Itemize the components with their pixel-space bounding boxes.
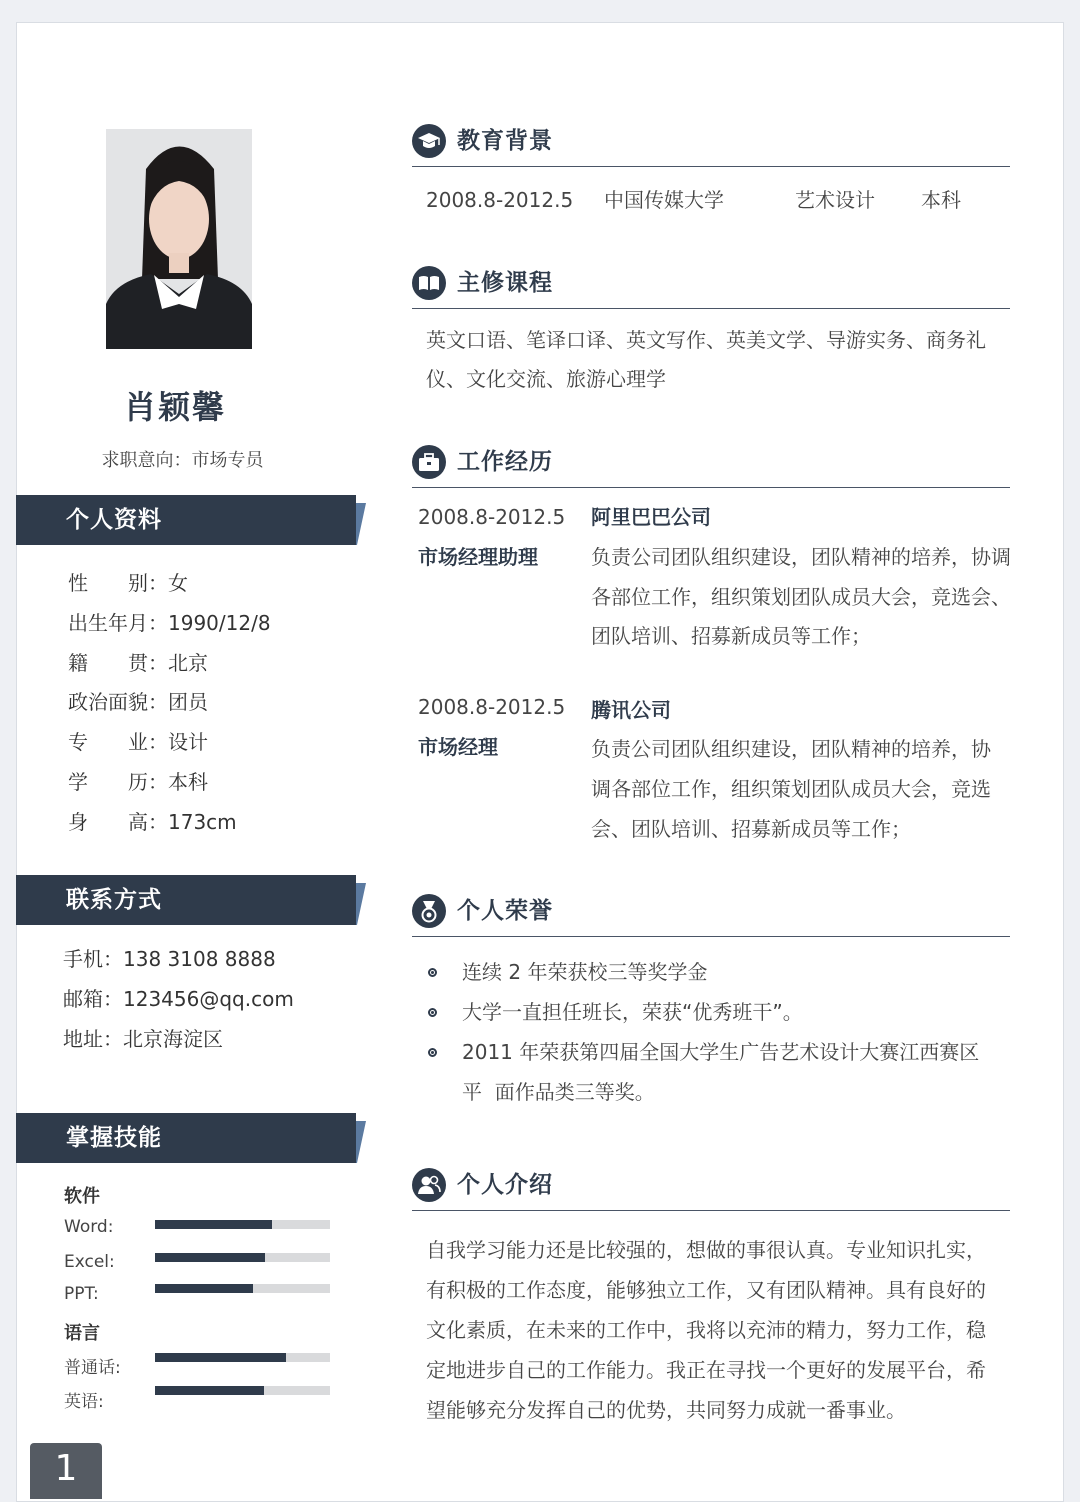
briefcase-icon bbox=[412, 445, 446, 479]
skill-label-mandarin: 普通话: bbox=[64, 1358, 121, 1378]
contact-address: 地址：北京海淀区 bbox=[63, 1027, 223, 1051]
section-courses bbox=[412, 262, 1010, 309]
candidate-name: 肖颖馨 bbox=[123, 388, 226, 426]
job-1-period: 2008.8-2012.5 bbox=[418, 505, 566, 529]
section-title-contact: 联系方式 bbox=[66, 887, 162, 913]
honor-item-3-continued: 平 面作品类三等奖。 bbox=[462, 1080, 655, 1104]
skill-fill-word bbox=[155, 1220, 272, 1229]
job-2-company: 腾讯公司 bbox=[591, 698, 671, 722]
intro-line-3: 文化素质，在未来的工作中，我将以充沛的精力，努力工作，稳 bbox=[426, 1318, 986, 1342]
page-number-badge[interactable]: 1 bbox=[30, 1443, 102, 1499]
intro-line-2: 有积极的工作态度，能够独立工作，又有团队精神。具有良好的 bbox=[426, 1278, 986, 1302]
medal-icon bbox=[412, 894, 446, 928]
skill-bar-ppt bbox=[155, 1284, 330, 1293]
info-row-hometown: 籍 贯：北京 bbox=[68, 651, 208, 675]
info-row-education: 学 历：本科 bbox=[68, 770, 208, 794]
courses-line-2: 仪、文化交流、旅游心理学 bbox=[426, 367, 666, 391]
honor-bullet-1 bbox=[428, 968, 437, 977]
skill-fill-excel bbox=[155, 1253, 265, 1262]
job-1-desc-line-2: 各部位工作，组织策划团队成员大会，竞选会、 bbox=[591, 585, 1011, 609]
job-1-desc-line-1: 负责公司团队组织建设，团队精神的培养，协调 bbox=[591, 545, 1011, 569]
profile-photo bbox=[106, 129, 252, 349]
job-2-desc-line-2: 调各部位工作，组织策划团队成员大会，竞选 bbox=[591, 777, 991, 801]
skill-bar-mandarin bbox=[155, 1353, 330, 1362]
section-bar-skills bbox=[16, 1113, 366, 1163]
job-intent: 求职意向：市场专员 bbox=[101, 450, 264, 471]
honor-item-2: 大学一直担任班长，荣获“优秀班干”。 bbox=[462, 1000, 803, 1024]
skill-bar-english bbox=[155, 1386, 330, 1395]
section-title-education: 教育背景 bbox=[457, 128, 553, 154]
graduation-cap-icon bbox=[412, 124, 446, 158]
job-2-period: 2008.8-2012.5 bbox=[418, 695, 566, 719]
honor-bullet-2 bbox=[428, 1008, 437, 1017]
info-row-birth: 出生年月：1990/12/8 bbox=[68, 611, 271, 635]
section-intro bbox=[412, 1164, 1010, 1211]
contact-phone: 手机：138 3108 8888 bbox=[63, 947, 276, 971]
intro-line-5: 望能够充分发挥自己的优势，共同努力成就一番事业。 bbox=[426, 1398, 906, 1422]
info-row-major: 专 业：设计 bbox=[68, 730, 208, 754]
skill-fill-mandarin bbox=[155, 1353, 286, 1362]
skills-software-title: 软件 bbox=[64, 1186, 100, 1207]
skill-label-ppt-clip bbox=[64, 1284, 144, 1304]
honor-bullet-3 bbox=[428, 1048, 437, 1057]
skill-label-ppt: PPT: bbox=[64, 1284, 99, 1304]
section-bar-personal bbox=[16, 495, 366, 545]
intro-line-4: 定地进步自己的工作能力。我正在寻找一个更好的发展平台，希 bbox=[426, 1358, 986, 1382]
education-school: 中国传媒大学 bbox=[604, 188, 724, 212]
courses-line-1: 英文口语、笔译口译、英文写作、英美文学、导游实务、商务礼 bbox=[426, 328, 986, 352]
skill-label-english: 英语: bbox=[64, 1392, 104, 1412]
personal-info-list bbox=[60, 563, 320, 834]
info-row-political: 政治面貌：团员 bbox=[68, 690, 208, 714]
section-work bbox=[412, 441, 1010, 488]
education-major: 艺术设计 bbox=[795, 188, 875, 212]
skill-bar-word bbox=[155, 1220, 330, 1229]
job-2-desc-line-3: 会、团队培训、招募新成员等工作； bbox=[591, 817, 911, 841]
info-row-height: 身 高：173cm bbox=[68, 810, 237, 834]
section-title-courses: 主修课程 bbox=[457, 270, 553, 296]
section-title-honors: 个人荣誉 bbox=[457, 898, 553, 924]
skill-fill-ppt bbox=[155, 1284, 253, 1293]
section-bar-contact bbox=[16, 875, 366, 925]
education-period: 2008.8-2012.5 bbox=[426, 188, 574, 212]
section-honors bbox=[412, 890, 1010, 937]
people-icon bbox=[412, 1168, 446, 1202]
education-degree: 本科 bbox=[921, 188, 961, 212]
section-education bbox=[412, 120, 1010, 167]
job-1-company: 阿里巴巴公司 bbox=[591, 505, 711, 529]
honor-item-1: 连续 2 年荣获校三等奖学金 bbox=[462, 960, 708, 984]
open-book-icon bbox=[412, 266, 446, 300]
skill-label-word: Word: bbox=[64, 1217, 114, 1237]
section-title-personal: 个人资料 bbox=[66, 507, 162, 533]
section-title-skills: 掌握技能 bbox=[66, 1125, 162, 1151]
skills-language-title: 语言 bbox=[64, 1323, 100, 1344]
intro-line-1: 自我学习能力还是比较强的，想做的事很认真。专业知识扎实， bbox=[426, 1238, 986, 1262]
skill-label-excel: Excel: bbox=[64, 1252, 115, 1272]
skill-fill-english bbox=[155, 1386, 264, 1395]
info-row-gender: 性 别：女 bbox=[68, 571, 188, 595]
honor-item-3: 2011 年荣获第四届全国大学生广告艺术设计大赛江西赛区 bbox=[462, 1040, 980, 1064]
skill-bar-excel bbox=[155, 1253, 330, 1262]
job-2-role: 市场经理 bbox=[418, 735, 498, 759]
job-2-desc-line-1: 负责公司团队组织建设，团队精神的培养，协 bbox=[591, 737, 991, 761]
job-1-role: 市场经理助理 bbox=[418, 545, 538, 569]
section-title-intro: 个人介绍 bbox=[457, 1172, 553, 1198]
section-title-work: 工作经历 bbox=[457, 449, 553, 475]
contact-email: 邮箱：123456@qq.com bbox=[63, 987, 294, 1011]
job-1-desc-line-3: 团队培训、招募新成员等工作； bbox=[591, 624, 871, 648]
